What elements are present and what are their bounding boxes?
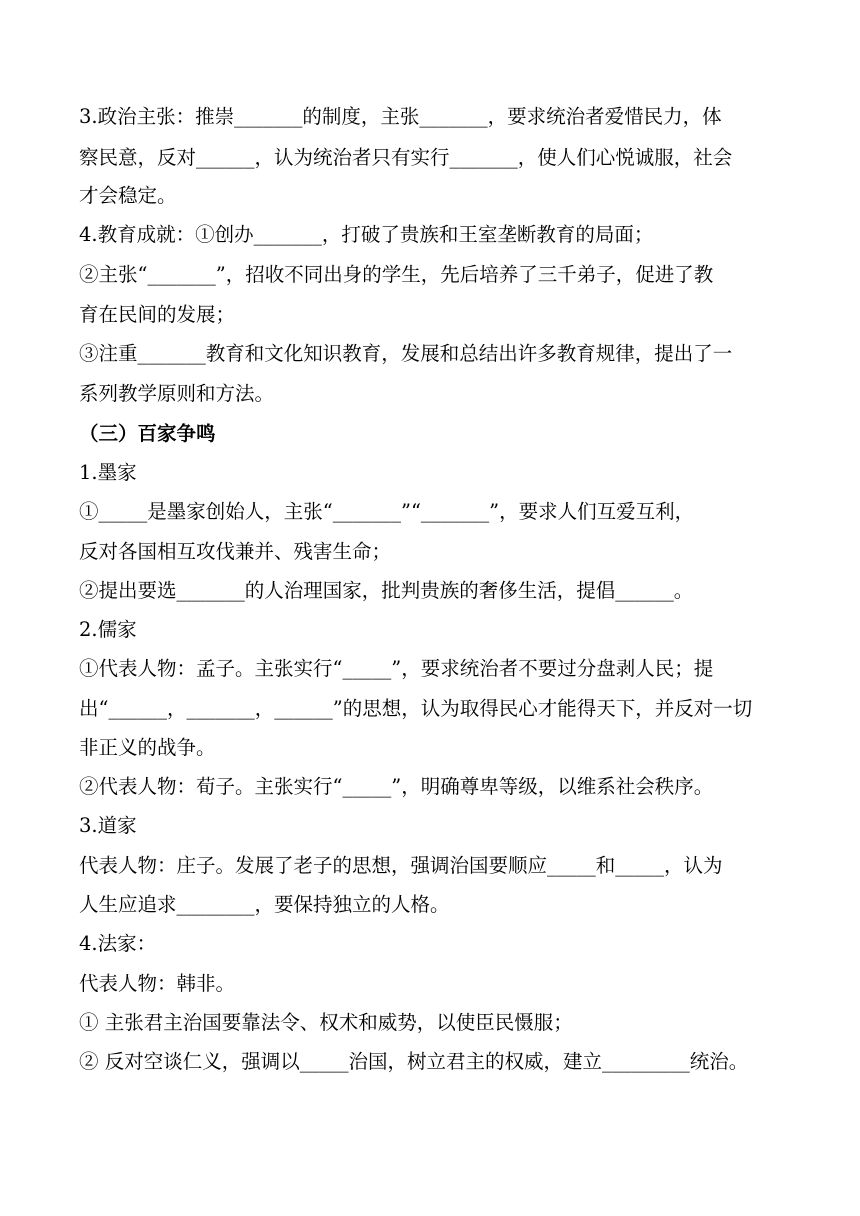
text-line: ①_____是墨家创始人，主张“_______”“_______”，要求人们互爱互利， — [79, 500, 695, 523]
text-line: 4.教育成就：①创办_______，打破了贵族和王室垄断教育的局面； — [79, 223, 654, 246]
text-line: ②主张“_______”，招收不同出身的学生，先后培养了三千弟子，促进了教 — [79, 263, 714, 286]
text-line: ②提出要选_______的人治理国家，批判贵族的奢侈生活，提倡______。 — [79, 579, 694, 602]
subsection-heading: 1.墨家 — [79, 461, 137, 484]
text-line: 代表人物：韩非。 — [79, 972, 236, 995]
text-line: 系列教学原则和方法。 — [79, 382, 275, 405]
text-line: 人生应追求________，要保持独立的人格。 — [79, 893, 450, 916]
subsection-heading: 2.儒家 — [79, 618, 137, 641]
text-line: ①代表人物：孟子。主张实行“_____”，要求统治者不要过分盘剥人民；提 — [79, 657, 714, 680]
text-line: 3.政治主张：推崇_______的制度，主张_______，要求统治者爱惜民力，体 — [79, 105, 722, 128]
text-line: 育在民间的发展； — [79, 303, 236, 326]
text-line: 才会稳定。 — [79, 184, 177, 207]
text-line: 非正义的战争。 — [79, 736, 216, 759]
text-line: 反对各国相互攻伐兼并、残害生命； — [79, 540, 392, 563]
subsection-heading: 4.法家： — [79, 932, 157, 955]
text-line: ① 主张君主治国要靠法令、权术和威势，以使臣民慑服； — [79, 1011, 573, 1034]
text-line: 代表人物：庄子。发展了老子的思想，强调治国要顺应_____和_____，认为 — [79, 854, 723, 877]
text-line: ② 反对空谈仁义，强调以_____治国，树立君主的权威，建立_________统治。 — [79, 1050, 749, 1073]
subsection-heading: 3.道家 — [79, 814, 137, 837]
text-line: ②代表人物：荀子。主张实行“_____”，明确尊卑等级，以维系社会秩序。 — [79, 775, 714, 798]
text-line: 察民意，反对______，认为统治者只有实行_______，使人们心悦诚服，社会 — [79, 146, 733, 169]
text-line: ③注重_______教育和文化知识教育，发展和总结出许多教育规律，提出了一 — [79, 342, 733, 365]
text-line: 出“______，_______，______”的思想，认为取得民心才能得天下，并反对一切 — [79, 697, 753, 720]
section-heading: （三）百家争鸣 — [79, 422, 216, 445]
